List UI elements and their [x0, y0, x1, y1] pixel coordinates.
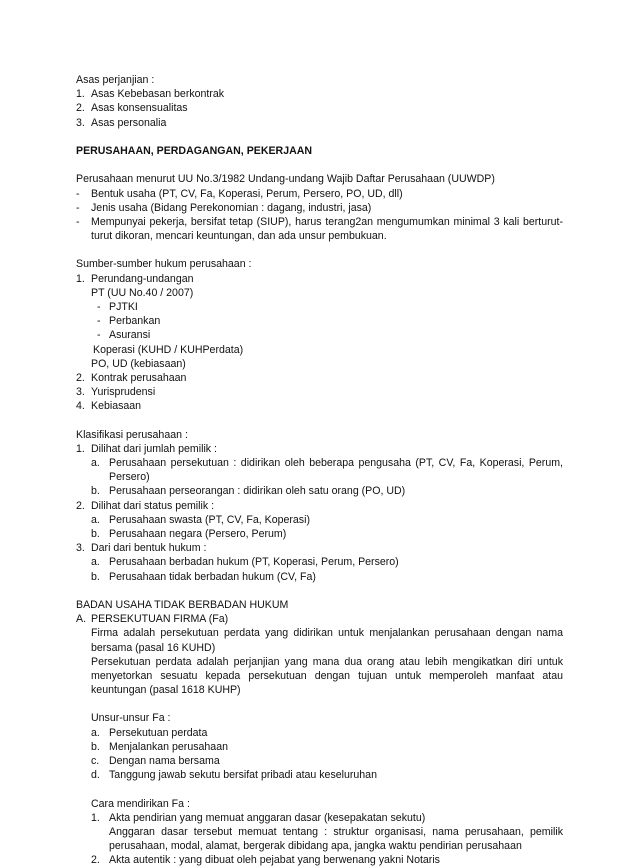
list-item	[76, 101, 563, 115]
list-text: Mempunyai pekerja, bersifat tetap (SIUP), harus terang2an mengumumkan minimal 3 kali berturut-	[91, 215, 563, 228]
letter-marker: d.	[91, 769, 100, 782]
list-item	[76, 399, 563, 413]
list-item	[76, 541, 563, 555]
sub-item: - Asuransi	[97, 329, 151, 342]
list-item: 1. Akta pendirian yang memuat anggaran dasar (kesepakatan sekutu)	[91, 811, 426, 824]
list-number: 3.	[76, 116, 85, 129]
list-text: Asas konsensualitas	[91, 102, 188, 115]
list-item: c. Dengan nama bersama	[91, 755, 220, 767]
paragraph-line: keuntungan (pasal 1618 KUHP)	[91, 684, 241, 697]
sub-item: a. Perusahaan berbadan hukum (PT, Koperasi, Perum, Persero)	[91, 556, 399, 569]
list-item	[76, 272, 563, 286]
list-number: 4.	[76, 400, 85, 413]
sub-item: b. Perusahaan perseorangan : didirikan oleh satu orang (PO, UD)	[91, 485, 406, 498]
list-number: 1.	[91, 811, 100, 824]
list-item	[76, 385, 563, 399]
list-item: a. Persekutuan perdata	[91, 726, 208, 739]
letter-marker: b.	[91, 740, 100, 753]
sub-item: - Perbankan	[97, 315, 161, 328]
po-line: PO, UD (kebiasaan)	[91, 357, 186, 370]
letter-marker: c.	[91, 755, 100, 767]
letter-marker: a.	[91, 457, 100, 470]
list-item: 2. Akta autentik : yang dibuat oleh pejabat yang berwenang yakni Notaris	[91, 854, 440, 867]
list-text: Asas personalia	[91, 116, 167, 129]
document-body	[76, 73, 563, 868]
list-item	[76, 187, 563, 201]
list-text-continued: turut dikoran, mencari keuntungan, dan ada unsur pembukuan.	[91, 230, 387, 243]
list-number: 2.	[76, 102, 85, 115]
asas-heading: Asas perjanjian :	[76, 74, 155, 86]
list-item: d. Tanggung jawab sekutu bersifat pribadi atau keseluruhan	[91, 769, 377, 782]
sub-item: - PJTKI	[97, 301, 138, 313]
list-number: 3.	[76, 542, 85, 555]
list-number: 2.	[76, 371, 85, 384]
list-text: Kebiasaan	[91, 400, 142, 413]
paragraph-line: perusahaan, modal, alamat, bergerak dibidang apa, jangka waktu pendirian perusahaan	[109, 840, 522, 853]
list-text: Perundang-undangan	[91, 272, 194, 285]
list-text: Kontrak perusahaan	[91, 371, 187, 384]
paragraph-line: Anggaran dasar tersebut memuat tentang : struktur organisasi, nama perusahaan, pemilik	[109, 825, 563, 838]
koperasi-line: Koperasi (KUHD / KUHPerdata)	[93, 343, 244, 356]
list-item: b. Menjalankan perusahaan	[91, 740, 228, 753]
pt-line: PT (UU No.40 / 2007)	[91, 286, 194, 299]
dash-marker: -	[97, 315, 101, 328]
list-number: 1.	[76, 88, 85, 101]
dash-marker: -	[76, 215, 80, 228]
section-a: A. PERSEKUTUAN FIRMA (Fa)	[76, 613, 229, 626]
list-item	[76, 215, 563, 229]
list-text: Jenis usaha (Bidang Perekonomian : dagang, industri, jasa)	[91, 201, 372, 214]
dash-marker: -	[97, 329, 101, 342]
list-number: 1.	[76, 442, 85, 455]
klasifikasi-heading: Klasifikasi perusahaan :	[76, 428, 188, 441]
letter-marker: a.	[91, 726, 100, 739]
paragraph-line: Persekutuan perdata adalah perjanjian yang mana dua orang atau lebih mengikatkan diri untuk	[91, 655, 563, 668]
sub-item: a. Perusahaan persekutuan : didirikan oleh beberapa pengusaha (PT, CV, Fa, Koperasi, Perum,	[91, 457, 563, 470]
list-number: 3.	[76, 386, 85, 399]
unsur-heading: Unsur-unsur Fa :	[91, 712, 171, 725]
list-text: Dilihat dari status pemilik :	[91, 499, 215, 512]
list-item	[76, 499, 563, 513]
list-number: 1.	[76, 272, 85, 285]
list-item	[76, 116, 563, 130]
dash-marker: -	[76, 187, 80, 200]
sub-item: b. Perusahaan negara (Persero, Perum)	[91, 528, 287, 540]
section-title: PERUSAHAAN, PERDAGANGAN, PEKERJAAN	[76, 144, 313, 157]
cara-heading: Cara mendirikan Fa :	[91, 797, 190, 810]
list-item	[76, 371, 563, 385]
sumber-heading: Sumber-sumber hukum perusahaan :	[76, 258, 252, 271]
list-number: 2.	[76, 499, 85, 512]
list-item	[76, 87, 563, 101]
sub-item: b. Perusahaan tidak berbadan hukum (CV, Fa)	[91, 570, 316, 583]
paragraph-line: menyetorkan sesuatu kepada persekutuan dengan tujuan untuk memperoleh manfaat atau	[91, 669, 563, 682]
badan-heading: BADAN USAHA TIDAK BERBADAN HUKUM	[76, 598, 289, 611]
dash-marker: -	[97, 301, 101, 313]
paragraph-line: bersama (pasal 16 KUHD)	[91, 641, 216, 654]
list-text: Asas Kebebasan berkontrak	[91, 88, 225, 101]
letter-marker: A.	[76, 613, 87, 626]
perusahaan-intro: Perusahaan menurut UU No.3/1982 Undang-undang Wajib Daftar Perusahaan (UUWDP)	[76, 173, 495, 186]
letter-marker: b.	[91, 570, 100, 583]
list-number: 2.	[91, 854, 100, 867]
dash-marker: -	[76, 201, 80, 214]
list-item	[76, 201, 563, 215]
paragraph-line: Firma adalah persekutuan perdata yang didirikan untuk menjalankan perusahaan dengan nama	[91, 627, 563, 640]
list-text: Dari dari bentuk hukum :	[91, 542, 207, 555]
letter-marker: a.	[91, 556, 100, 569]
sub-item: a. Perusahaan swasta (PT, CV, Fa, Koperasi)	[91, 513, 310, 526]
letter-marker: b.	[91, 485, 100, 498]
letter-marker: a.	[91, 513, 100, 526]
sub-item-continued: Persero)	[109, 471, 150, 484]
letter-marker: b.	[91, 528, 100, 540]
list-text: Yurisprudensi	[91, 386, 156, 399]
list-item	[76, 442, 563, 456]
list-text: Dilihat dari jumlah pemilik :	[91, 442, 217, 455]
list-text: Bentuk usaha (PT, CV, Fa, Koperasi, Perum, Persero, PO, UD, dll)	[91, 187, 403, 200]
